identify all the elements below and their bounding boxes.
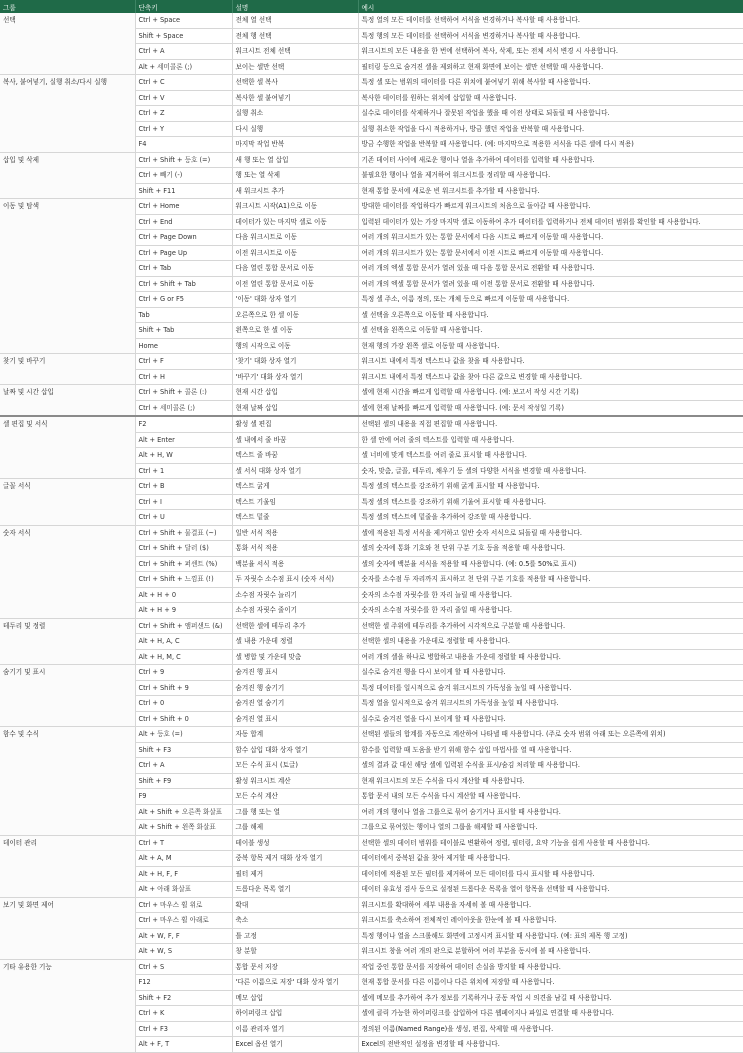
description-cell: 현재 시간 삽입 bbox=[232, 385, 358, 401]
header-group: 그룹 bbox=[0, 0, 135, 13]
example-cell: 실수로 숨겨진 열을 다시 보이게 할 때 사용합니다. bbox=[358, 711, 743, 727]
shortcut-key-cell: Ctrl + Shift + 콜론 (:) bbox=[135, 385, 232, 401]
shortcut-key-cell: Ctrl + Page Up bbox=[135, 245, 232, 261]
shortcut-key-cell: Alt + 등호 (=) bbox=[135, 727, 232, 743]
header-example: 예시 bbox=[358, 0, 743, 13]
description-cell: 선택한 셀 복사 bbox=[232, 75, 358, 91]
example-cell: 특정 열의 모든 데이터를 선택하여 서식을 변경하거나 복사할 때 사용합니다. bbox=[358, 13, 743, 28]
description-cell: 이전 열린 통합 문서로 이동 bbox=[232, 276, 358, 292]
description-cell: 확대 bbox=[232, 897, 358, 913]
example-cell: 선택된 셀의 내용을 직접 편집할 때 사용합니다. bbox=[358, 416, 743, 432]
group-name-cell: 숫자 서식 bbox=[0, 525, 135, 618]
shortcut-key-cell: Ctrl + I bbox=[135, 494, 232, 510]
header-description: 설명 bbox=[232, 0, 358, 13]
description-cell: 자동 합계 bbox=[232, 727, 358, 743]
shortcut-key-cell: Ctrl + H bbox=[135, 369, 232, 385]
description-cell: 다시 실행 bbox=[232, 121, 358, 137]
example-cell: 현재 행의 가장 왼쪽 셀로 이동할 때 사용합니다. bbox=[358, 338, 743, 354]
example-cell: 워크시트를 축소하여 전체적인 레이아웃을 한눈에 볼 때 사용합니다. bbox=[358, 913, 743, 929]
example-cell: 현재 통합 문서에 새로운 빈 워크시트를 추가할 때 사용합니다. bbox=[358, 183, 743, 199]
example-cell: 셀 너비에 맞게 텍스트를 여러 줄로 표시할 때 사용합니다. bbox=[358, 448, 743, 464]
example-cell: 셀 선택을 오른쪽으로 이동할 때 사용합니다. bbox=[358, 307, 743, 323]
shortcut-key-cell: Alt + Shift + 왼쪽 화살표 bbox=[135, 820, 232, 836]
shortcut-key-cell: Ctrl + 세미콜론 (;) bbox=[135, 400, 232, 416]
description-cell: 텍스트 기울임 bbox=[232, 494, 358, 510]
description-cell: 선택한 셀에 테두리 추가 bbox=[232, 618, 358, 634]
example-cell: Excel의 전반적인 설정을 변경할 때 사용합니다. bbox=[358, 1037, 743, 1053]
description-cell: 이름 관리자 열기 bbox=[232, 1021, 358, 1037]
shortcut-key-cell: Shift + F11 bbox=[135, 183, 232, 199]
group-name-cell: 복사, 붙여넣기, 실행 취소/다시 실행 bbox=[0, 75, 135, 153]
shortcut-key-cell: Alt + H, W bbox=[135, 448, 232, 464]
example-cell: 여러 개의 워크시트가 있는 통합 문서에서 이전 시트로 빠르게 이동할 때 사용합니다. bbox=[358, 245, 743, 261]
description-cell: 텍스트 굵게 bbox=[232, 479, 358, 495]
description-cell: 행 또는 열 삭제 bbox=[232, 168, 358, 184]
example-cell: 특정 셀 또는 범위의 데이터를 다른 위치에 붙여넣기 위해 복사할 때 사용합니다. bbox=[358, 75, 743, 91]
example-cell: 선택한 셀의 내용을 가운데로 정렬할 때 사용합니다. bbox=[358, 634, 743, 650]
description-cell: 통화 서식 적용 bbox=[232, 541, 358, 557]
example-cell: 여러 개의 행이나 열을 그룹으로 묶어 숨기거나 표시할 때 사용합니다. bbox=[358, 804, 743, 820]
shortcut-key-cell: Home bbox=[135, 338, 232, 354]
example-cell: 필터링 등으로 숨겨진 셀을 제외하고 현재 화면에 보이는 셀만 선택할 때 사용합니다. bbox=[358, 59, 743, 75]
description-cell: 왼쪽으로 한 셀 이동 bbox=[232, 323, 358, 339]
shortcut-key-cell: Ctrl + K bbox=[135, 1006, 232, 1022]
shortcut-key-cell: Ctrl + G or F5 bbox=[135, 292, 232, 308]
example-cell: 그룹으로 묶여있는 행이나 열의 그룹을 해제할 때 사용합니다. bbox=[358, 820, 743, 836]
example-cell: 특정 셀의 텍스트를 강조하기 위해 굵게 표시할 때 사용합니다. bbox=[358, 479, 743, 495]
description-cell: 현재 날짜 삽입 bbox=[232, 400, 358, 416]
shortcut-key-cell: Ctrl + 9 bbox=[135, 665, 232, 681]
description-cell: 셀 내용 가운데 정렬 bbox=[232, 634, 358, 650]
shortcut-key-cell: Ctrl + Shift + 느낌표 (!) bbox=[135, 572, 232, 588]
example-cell: 여러 개의 셀을 하나로 병합하고 내용을 가운데 정렬할 때 사용합니다. bbox=[358, 649, 743, 665]
example-cell: 여러 개의 엑셀 통합 문서가 열려 있을 때 다음 통합 문서로 전환할 때 사용합니다. bbox=[358, 261, 743, 277]
description-cell: 보이는 셀만 선택 bbox=[232, 59, 358, 75]
shortcut-key-cell: Ctrl + Shift + 물결표 (~) bbox=[135, 525, 232, 541]
description-cell: 활성 셀 편집 bbox=[232, 416, 358, 432]
shortcut-key-cell: Alt + Enter bbox=[135, 432, 232, 448]
example-cell: 여러 개의 워크시트가 있는 통합 문서에서 다음 시트로 빠르게 이동할 때 사용합니다. bbox=[358, 230, 743, 246]
shortcut-key-cell: Alt + H, A, C bbox=[135, 634, 232, 650]
shortcut-key-cell: Alt + H + 0 bbox=[135, 587, 232, 603]
shortcut-key-cell: F9 bbox=[135, 789, 232, 805]
example-cell: 셀에 클릭 가능한 하이퍼링크를 삽입하여 다른 웹페이지나 파일로 연결할 때 사용합니다. bbox=[358, 1006, 743, 1022]
shortcut-key-cell: Ctrl + Shift + 달러 ($) bbox=[135, 541, 232, 557]
example-cell: 특정 셀의 텍스트에 밑줄을 추가하여 강조할 때 사용합니다. bbox=[358, 510, 743, 526]
description-cell: Excel 옵션 열기 bbox=[232, 1037, 358, 1053]
example-cell: 작업 중인 통합 문서를 저장하여 데이터 손실을 방지할 때 사용합니다. bbox=[358, 959, 743, 975]
description-cell: 복사한 셀 붙여넣기 bbox=[232, 90, 358, 106]
example-cell: 선택한 셀 주위에 테두리를 추가하여 시각적으로 구분할 때 사용합니다. bbox=[358, 618, 743, 634]
example-cell: 여러 개의 엑셀 통합 문서가 열려 있을 때 이전 통합 문서로 전환할 때 사용합니다. bbox=[358, 276, 743, 292]
example-cell: 특정 행이나 열을 스크롤해도 화면에 고정시켜 표시할 때 사용합니다. (예: 표의 제목 행 고정) bbox=[358, 928, 743, 944]
table-row bbox=[0, 385, 743, 401]
table-row bbox=[0, 75, 743, 91]
group-name-cell: 기타 유용한 기능 bbox=[0, 959, 135, 1052]
shortcut-key-cell: Ctrl + A bbox=[135, 44, 232, 60]
example-cell: 데이터에 적용된 모든 필터를 제거하여 모든 데이터를 다시 표시할 때 사용합니다. bbox=[358, 866, 743, 882]
example-cell: 워크시트 내에서 특정 텍스트나 값을 찾아 다른 값으로 변경할 때 사용합니다. bbox=[358, 369, 743, 385]
group-name-cell: 보기 및 화면 제어 bbox=[0, 897, 135, 959]
description-cell: 메모 삽입 bbox=[232, 990, 358, 1006]
example-cell: 선택된 셀들의 합계를 자동으로 계산하여 나타낼 때 사용합니다. (주로 숫자 범위 아래 또는 오른쪽에 위치) bbox=[358, 727, 743, 743]
example-cell: 한 셀 안에 여러 줄의 텍스트를 입력할 때 사용합니다. bbox=[358, 432, 743, 448]
description-cell: 텍스트 줄 바꿈 bbox=[232, 448, 358, 464]
description-cell: 그룹 행 또는 열 bbox=[232, 804, 358, 820]
shortcut-key-cell: Shift + F3 bbox=[135, 742, 232, 758]
example-cell: 실행 취소한 작업을 다시 적용하거나, 방금 했던 작업을 반복할 때 사용합니다. bbox=[358, 121, 743, 137]
description-cell: 텍스트 밑줄 bbox=[232, 510, 358, 526]
shortcut-key-cell: Alt + 세미콜론 (;) bbox=[135, 59, 232, 75]
example-cell: 특정 행의 모든 데이터를 선택하여 서식을 변경하거나 복사할 때 사용합니다. bbox=[358, 28, 743, 44]
description-cell: 숨겨진 열 표시 bbox=[232, 711, 358, 727]
description-cell: 소수점 자릿수 줄이기 bbox=[232, 603, 358, 619]
description-cell: 모든 수식 표시 (토글) bbox=[232, 758, 358, 774]
example-cell: 불필요한 행이나 열을 제거하여 워크시트를 정리할 때 사용합니다. bbox=[358, 168, 743, 184]
shortcut-key-cell: Shift + Tab bbox=[135, 323, 232, 339]
table-row bbox=[0, 13, 743, 28]
shortcut-key-cell: Ctrl + Space bbox=[135, 13, 232, 28]
description-cell: 워크시트 전체 선택 bbox=[232, 44, 358, 60]
shortcut-key-cell: Alt + H, F, F bbox=[135, 866, 232, 882]
description-cell: 모든 수식 계산 bbox=[232, 789, 358, 805]
description-cell: 활성 워크시트 계산 bbox=[232, 773, 358, 789]
example-cell: 현재 워크시트의 모든 수식을 다시 계산할 때 사용합니다. bbox=[358, 773, 743, 789]
example-cell: 데이터 유효성 검사 등으로 설정된 드롭다운 목록을 열어 항목을 선택할 때 사용합니다. bbox=[358, 882, 743, 898]
description-cell: 함수 삽입 대화 상자 열기 bbox=[232, 742, 358, 758]
shortcut-key-cell: Ctrl + Y bbox=[135, 121, 232, 137]
shortcut-key-cell: Ctrl + Shift + 퍼센트 (%) bbox=[135, 556, 232, 572]
shortcut-key-cell: F12 bbox=[135, 975, 232, 991]
example-cell: 워크시트를 확대하여 세부 내용을 자세히 볼 때 사용합니다. bbox=[358, 897, 743, 913]
description-cell: 셀 내에서 줄 바꿈 bbox=[232, 432, 358, 448]
description-cell: 다음 워크시트로 이동 bbox=[232, 230, 358, 246]
example-cell: 숫자의 소수점 자릿수를 한 자리 늘릴 때 사용합니다. bbox=[358, 587, 743, 603]
example-cell: 실수로 데이터를 삭제하거나 잘못된 작업을 했을 때 이전 상태로 되돌릴 때 사용합니다. bbox=[358, 106, 743, 122]
shortcut-key-cell: Ctrl + End bbox=[135, 214, 232, 230]
example-cell: 선택한 셀의 데이터 범위를 테이블로 변환하여 정렬, 필터링, 요약 기능을 쉽게 사용할 때 사용합니다. bbox=[358, 835, 743, 851]
shortcut-key-cell: Ctrl + U bbox=[135, 510, 232, 526]
shortcut-key-cell: Alt + W, F, F bbox=[135, 928, 232, 944]
shortcut-key-cell: Ctrl + 마우스 휠 위로 bbox=[135, 897, 232, 913]
example-cell: 셀의 결과 값 대신 해당 셀에 입력된 수식을 표시/숨김 처리할 때 사용합니다. bbox=[358, 758, 743, 774]
example-cell: 데이터에서 중복된 값을 찾아 제거할 때 사용합니다. bbox=[358, 851, 743, 867]
example-cell: 방금 수행한 작업을 반복할 때 사용합니다. (예: 마지막으로 적용한 서식을 다른 셀에 다시 적용) bbox=[358, 137, 743, 153]
group-name-cell: 선택 bbox=[0, 13, 135, 75]
description-cell: 숨겨진 열 숨기기 bbox=[232, 696, 358, 712]
example-cell: 실수로 숨겨진 행을 다시 보이게 할 때 사용합니다. bbox=[358, 665, 743, 681]
shortcut-key-cell: Ctrl + F3 bbox=[135, 1021, 232, 1037]
shortcut-key-cell: Shift + F9 bbox=[135, 773, 232, 789]
example-cell: 현재 통합 문서를 다른 이름이나 다른 위치에 저장할 때 사용합니다. bbox=[358, 975, 743, 991]
description-cell: 워크시트 시작(A1)으로 이동 bbox=[232, 199, 358, 215]
table-row bbox=[0, 479, 743, 495]
example-cell: 복사한 데이터를 원하는 위치에 삽입할 때 사용합니다. bbox=[358, 90, 743, 106]
description-cell: 셀 서식 대화 상자 열기 bbox=[232, 463, 358, 479]
group-name-cell: 날짜 및 시간 삽입 bbox=[0, 385, 135, 417]
shortcut-key-cell: Ctrl + Shift + 9 bbox=[135, 680, 232, 696]
description-cell: '바꾸기' 대화 상자 열기 bbox=[232, 369, 358, 385]
description-cell: 테이블 생성 bbox=[232, 835, 358, 851]
example-cell: 셀에 메모를 추가하여 추가 정보를 기록하거나 공동 작업 시 의견을 남길 때 사용합니다. bbox=[358, 990, 743, 1006]
description-cell: 새 워크시트 추가 bbox=[232, 183, 358, 199]
shortcut-key-cell: Tab bbox=[135, 307, 232, 323]
shortcut-key-cell: Ctrl + Shift + 등호 (=) bbox=[135, 152, 232, 168]
group-name-cell: 함수 및 수식 bbox=[0, 727, 135, 836]
example-cell: 함수를 입력할 때 도움을 받기 위해 함수 삽입 마법사를 열 때 사용합니다. bbox=[358, 742, 743, 758]
shortcut-key-cell: Ctrl + 마우스 휠 아래로 bbox=[135, 913, 232, 929]
shortcut-key-cell: Ctrl + S bbox=[135, 959, 232, 975]
header-row bbox=[0, 0, 743, 13]
example-cell: 워크시트의 모든 내용을 한 번에 선택하여 복사, 삭제, 또는 전체 서식 변경 시 사용합니다. bbox=[358, 44, 743, 60]
description-cell: 축소 bbox=[232, 913, 358, 929]
description-cell: 하이퍼링크 삽입 bbox=[232, 1006, 358, 1022]
shortcut-key-cell: Alt + A, M bbox=[135, 851, 232, 867]
example-cell: 숫자를 소수점 두 자리까지 표시하고 천 단위 구분 기호를 적용할 때 사용합니다. bbox=[358, 572, 743, 588]
table-row bbox=[0, 354, 743, 370]
description-cell: 틀 고정 bbox=[232, 928, 358, 944]
group-name-cell: 삽입 및 삭제 bbox=[0, 152, 135, 199]
example-cell: 특정 열을 일시적으로 숨겨 워크시트의 가독성을 높일 때 사용합니다. bbox=[358, 696, 743, 712]
description-cell: '이동' 대화 상자 열기 bbox=[232, 292, 358, 308]
table-row bbox=[0, 416, 743, 432]
description-cell: 두 자릿수 소수점 표시 (숫자 서식) bbox=[232, 572, 358, 588]
description-cell: '다른 이름으로 저장' 대화 상자 열기 bbox=[232, 975, 358, 991]
description-cell: 다음 열린 통합 문서로 이동 bbox=[232, 261, 358, 277]
group-name-cell: 셀 편집 및 서식 bbox=[0, 416, 135, 479]
description-cell: 통합 문서 저장 bbox=[232, 959, 358, 975]
group-name-cell: 데이터 관리 bbox=[0, 835, 135, 897]
example-cell: 셀의 숫자에 백분율 서식을 적용할 때 사용합니다. (예: 0.5를 50%로 표시) bbox=[358, 556, 743, 572]
shortcut-key-cell: Shift + Space bbox=[135, 28, 232, 44]
description-cell: 중복 항목 제거 대화 상자 열기 bbox=[232, 851, 358, 867]
example-cell: 기존 데이터 사이에 새로운 행이나 열을 추가하여 데이터를 입력할 때 사용합니다. bbox=[358, 152, 743, 168]
shortcut-key-cell: Ctrl + 1 bbox=[135, 463, 232, 479]
description-cell: 필터 제거 bbox=[232, 866, 358, 882]
shortcut-key-cell: Ctrl + A bbox=[135, 758, 232, 774]
shortcut-key-cell: F2 bbox=[135, 416, 232, 432]
description-cell: 백분율 서식 적용 bbox=[232, 556, 358, 572]
description-cell: 전체 행 선택 bbox=[232, 28, 358, 44]
description-cell: 행의 시작으로 이동 bbox=[232, 338, 358, 354]
shortcut-key-cell: Ctrl + T bbox=[135, 835, 232, 851]
description-cell: 이전 워크시트로 이동 bbox=[232, 245, 358, 261]
description-cell: 셀 병합 및 가운데 맞춤 bbox=[232, 649, 358, 665]
shortcut-key-cell: Ctrl + B bbox=[135, 479, 232, 495]
description-cell: 오른쪽으로 한 셀 이동 bbox=[232, 307, 358, 323]
example-cell: 셀의 숫자에 통화 기호와 천 단위 구분 기호 등을 적용할 때 사용합니다. bbox=[358, 541, 743, 557]
shortcut-key-cell: F4 bbox=[135, 137, 232, 153]
table-row bbox=[0, 152, 743, 168]
shortcut-key-cell: Ctrl + Shift + Tab bbox=[135, 276, 232, 292]
description-cell: 전체 열 선택 bbox=[232, 13, 358, 28]
table-row bbox=[0, 199, 743, 215]
table-row bbox=[0, 665, 743, 681]
example-cell: 워크시트 내에서 특정 텍스트나 값을 찾을 때 사용합니다. bbox=[358, 354, 743, 370]
example-cell: 특정 셀 주소, 이름 정의, 또는 개체 등으로 빠르게 이동할 때 사용합니다. bbox=[358, 292, 743, 308]
shortcut-key-cell: Ctrl + Shift + 앰퍼샌드 (&) bbox=[135, 618, 232, 634]
shortcut-key-cell: Alt + H + 9 bbox=[135, 603, 232, 619]
example-cell: 입력된 데이터가 있는 가장 마지막 셀로 이동하여 추가 데이터를 입력하거나 전체 데이터 범위를 확인할 때 사용합니다. bbox=[358, 214, 743, 230]
group-name-cell: 이동 및 탐색 bbox=[0, 199, 135, 354]
shortcut-key-cell: Ctrl + F bbox=[135, 354, 232, 370]
example-cell: 통합 문서 내의 모든 수식을 다시 계산할 때 사용합니다. bbox=[358, 789, 743, 805]
example-cell: 셀에 현재 날짜를 빠르게 입력할 때 사용합니다. (예: 문서 작성일 기록) bbox=[358, 400, 743, 416]
shortcut-key-cell: Ctrl + Home bbox=[135, 199, 232, 215]
shortcut-key-cell: Ctrl + V bbox=[135, 90, 232, 106]
shortcut-key-cell: Shift + F2 bbox=[135, 990, 232, 1006]
shortcut-key-cell: Alt + Shift + 오른쪽 화살표 bbox=[135, 804, 232, 820]
example-cell: 방대한 데이터를 작업하다가 빠르게 워크시트의 처음으로 돌아갈 때 사용합니다. bbox=[358, 199, 743, 215]
shortcut-key-cell: Ctrl + Tab bbox=[135, 261, 232, 277]
table-row bbox=[0, 618, 743, 634]
shortcut-key-cell: Ctrl + Page Down bbox=[135, 230, 232, 246]
example-cell: 셀 선택을 왼쪽으로 이동할 때 사용합니다. bbox=[358, 323, 743, 339]
table-row bbox=[0, 835, 743, 851]
group-name-cell: 글꼴 서식 bbox=[0, 479, 135, 526]
description-cell: 드롭다운 목록 열기 bbox=[232, 882, 358, 898]
shortcut-key-cell: Alt + 아래 화살표 bbox=[135, 882, 232, 898]
shortcut-key-cell: Ctrl + Shift + 0 bbox=[135, 711, 232, 727]
group-name-cell: 테두리 및 정렬 bbox=[0, 618, 135, 665]
example-cell: 셀에 현재 시간을 빠르게 입력할 때 사용합니다. (예: 보고서 작성 시간 기록) bbox=[358, 385, 743, 401]
header-shortcut: 단축키 bbox=[135, 0, 232, 13]
table-row bbox=[0, 959, 743, 975]
table-body bbox=[0, 13, 743, 1052]
description-cell: 마지막 작업 반복 bbox=[232, 137, 358, 153]
shortcut-key-cell: Ctrl + Z bbox=[135, 106, 232, 122]
description-cell: 숨겨진 행 표시 bbox=[232, 665, 358, 681]
description-cell: 새 행 또는 열 삽입 bbox=[232, 152, 358, 168]
description-cell: 일반 서식 적용 bbox=[232, 525, 358, 541]
description-cell: 숨겨진 행 숨기기 bbox=[232, 680, 358, 696]
shortcut-key-cell: Alt + H, M, C bbox=[135, 649, 232, 665]
group-name-cell: 숨기기 및 표시 bbox=[0, 665, 135, 727]
example-cell: 특정 데이터를 일시적으로 숨겨 워크시트의 가독성을 높일 때 사용합니다. bbox=[358, 680, 743, 696]
description-cell: 소수점 자릿수 늘리기 bbox=[232, 587, 358, 603]
description-cell: '찾기' 대화 상자 열기 bbox=[232, 354, 358, 370]
shortcut-key-cell: Alt + W, S bbox=[135, 944, 232, 960]
example-cell: 워크시트 창을 여러 개의 판으로 분할하여 여러 부분을 동시에 볼 때 사용합니다. bbox=[358, 944, 743, 960]
shortcut-key-cell: Alt + F, T bbox=[135, 1037, 232, 1053]
example-cell: 정의된 이름(Named Range)을 생성, 편집, 삭제할 때 사용합니다. bbox=[358, 1021, 743, 1037]
description-cell: 실행 취소 bbox=[232, 106, 358, 122]
example-cell: 특정 셀의 텍스트를 강조하기 위해 기울여 표시할 때 사용합니다. bbox=[358, 494, 743, 510]
table-header bbox=[0, 0, 743, 13]
table-row bbox=[0, 897, 743, 913]
example-cell: 숫자의 소수점 자릿수를 한 자리 줄일 때 사용합니다. bbox=[358, 603, 743, 619]
group-name-cell: 찾기 및 바꾸기 bbox=[0, 354, 135, 385]
example-cell: 셀에 적용된 특정 서식을 제거하고 일반 숫자 서식으로 되돌릴 때 사용합니다. bbox=[358, 525, 743, 541]
example-cell: 숫자, 맞춤, 글꼴, 테두리, 채우기 등 셀의 다양한 서식을 변경할 때 사용합니다. bbox=[358, 463, 743, 479]
description-cell: 그룹 해제 bbox=[232, 820, 358, 836]
description-cell: 데이터가 있는 마지막 셀로 이동 bbox=[232, 214, 358, 230]
shortcut-key-cell: Ctrl + C bbox=[135, 75, 232, 91]
shortcut-key-cell: Ctrl + 0 bbox=[135, 696, 232, 712]
table-row bbox=[0, 727, 743, 743]
shortcut-key-cell: Ctrl + 빼기 (-) bbox=[135, 168, 232, 184]
description-cell: 창 분할 bbox=[232, 944, 358, 960]
table-row bbox=[0, 525, 743, 541]
